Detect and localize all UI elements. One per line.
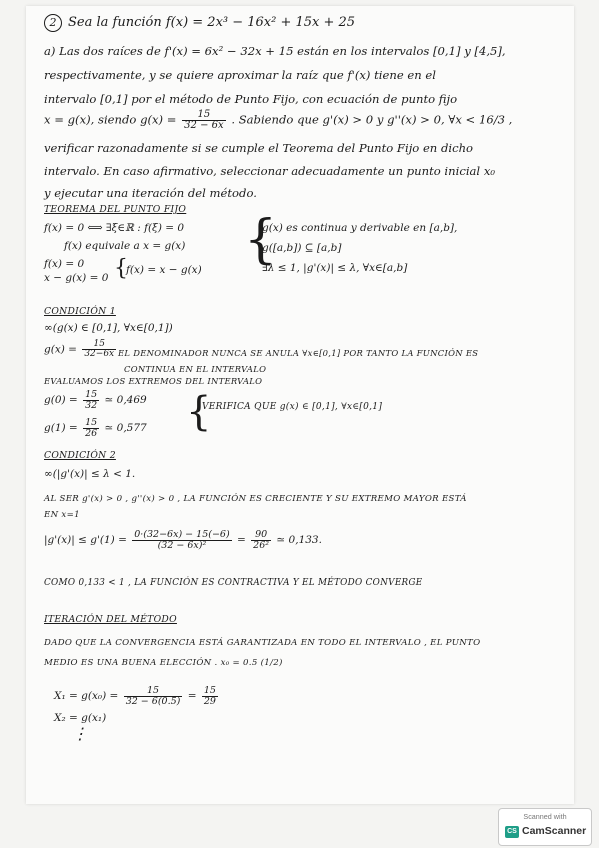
gx-numerator: 15 (182, 110, 225, 121)
iter-x1 (54, 686, 220, 706)
cond1-gx-fraction (82, 340, 116, 359)
problem-line-e: verificar razonadamente si se cumple el Teorema del Punto Fijo en dicho (44, 141, 474, 155)
cond1-brace: { (186, 389, 212, 435)
iter-x1-fraction (124, 686, 183, 706)
cond1-g0-fraction (83, 390, 99, 410)
problem-line-f: intervalo. En caso afirmativo, seleccionar adecuadamente un punto inicial x₀ (44, 164, 496, 178)
problem-line-a: a) Las dos raíces de f'(x) = 6x² − 32x + 15 están en los intervalos [0,1] y [4,5], (44, 44, 506, 58)
iter-x1-denominator-2: 29 (203, 695, 216, 707)
iter-line-1: DADO QUE LA CONVERGENCIA ESTÁ GARANTIZADA EN TODO EL INTERVALO , EL PUNTO (44, 638, 481, 648)
problem-line-g: y ejecutar una iteración del método. (44, 186, 257, 200)
cond1-g0 (44, 390, 147, 410)
iter-dots: ⋮ (72, 724, 88, 743)
cond1-heading: CONDICIÓN 1 (44, 306, 116, 317)
teorema-line-3: f(x) = 0 (44, 258, 85, 270)
problem-line-d (44, 110, 512, 131)
cond1-g1 (44, 418, 147, 438)
cond1-line-1: ∞(g(x) ∈ [0,1], ∀x∈[0,1]) (44, 322, 173, 334)
cond1-line-2: EL DENOMINADOR NUNCA SE ANULA ∀x∈[0,1] POR TANTO LA FUNCIÓN ES (118, 348, 479, 358)
cond2-eq-fraction (132, 530, 231, 550)
cond1-g1-post: ≃ 0,577 (104, 422, 147, 434)
cond1-verif: VERIFICA QUE g(x) ∈ [0,1], ∀x∈[0,1] (202, 402, 383, 412)
teorema-line-4: x − g(x) = 0 (44, 272, 109, 284)
cond1-g1-numerator: 15 (85, 417, 98, 428)
cond1-g0-numerator: 15 (85, 389, 98, 400)
iter-x1-fraction-2 (202, 686, 218, 706)
brace-small: { (114, 256, 128, 281)
camscanner-name: CamScanner (522, 825, 587, 837)
iter-x2: X₂ = g(x₁) (54, 712, 107, 724)
teorema-line-5: f(x) = x − g(x) (126, 264, 202, 276)
problem-statement-1: Sea la función f(x) = 2x³ − 16x² + 15x + 25 (68, 15, 356, 30)
cond2-eq-numerator: 0·(32−6x) − 15(−6) (134, 529, 230, 540)
problem-line-b: respectivamente, y se quiere aproximar la raíz que f'(x) tiene en el (44, 68, 436, 82)
iter-x1-numerator: 15 (124, 686, 183, 697)
gx-fraction (182, 110, 225, 131)
brace-large: { (244, 210, 278, 270)
cond1-gx-pre: g(x) = (44, 343, 77, 356)
cond2-equation (44, 530, 322, 550)
cond1-g1-denominator: 26 (85, 427, 98, 439)
iter-x1-numerator-2: 15 (203, 685, 216, 696)
cond2-eq-numerator-2: 90 (251, 530, 271, 541)
iter-line-2: MEDIO ES UNA BUENA ELECCIÓN . x₀ = 0.5 (1/2) (44, 658, 283, 668)
teorema-right-1: g(x) es continua y derivable en [a,b], (262, 222, 458, 234)
camscanner-logo-icon: CS (505, 826, 519, 838)
cond1-g1-pre: g(1) = (44, 422, 78, 434)
cond1-g0-denominator: 32 (85, 399, 98, 411)
gx-denominator: 32 − 6x (184, 120, 224, 131)
cond2-eq-fraction-2 (251, 530, 271, 550)
cond1-gx-denominator: 32−6x (84, 349, 115, 359)
iter-heading: ITERACIÓN DEL MÉTODO (44, 614, 177, 625)
iter-x1-pre: X₁ = g(x₀) = (54, 690, 119, 702)
problem-line-d-pre: x = g(x), siendo g(x) = (44, 112, 177, 127)
teorema-right-2: g([a,b]) ⊆ [a,b] (262, 242, 342, 254)
problem-line-c: intervalo [0,1] por el método de Punto Fijo, con ecuación de punto fijo (44, 92, 458, 106)
cond1-gx (44, 340, 118, 359)
teorema-line-1: f(x) = 0 ⟺ ∃ξ∈ℝ : f(ξ) = 0 (44, 222, 185, 234)
camscanner-watermark (498, 808, 592, 846)
iter-x1-eq: = (187, 690, 197, 702)
cond1-g0-post: ≃ 0,469 (104, 394, 147, 406)
cond1-line-3: CONTINUA EN EL INTERVALO (124, 364, 267, 374)
iter-x1-denominator: 32 − 6(0.5) (125, 695, 181, 707)
cond1-g0-pre: g(0) = (44, 394, 78, 406)
teorema-right-3: ∃λ ≤ 1, |g'(x)| ≤ λ, ∀x∈[a,b] (262, 262, 408, 274)
cond2-heading: CONDICIÓN 2 (44, 450, 116, 461)
cond1-gx-numerator: 15 (82, 340, 116, 350)
problem-line-d-post: . Sabiendo que g'(x) > 0 y g''(x) > 0, ∀x < 16/3 , (231, 112, 513, 127)
problem-title (44, 14, 355, 32)
camscanner-top-text: Scanned with (523, 812, 567, 821)
scanned-page (26, 6, 574, 804)
cond2-eq-post: ≃ 0,133. (276, 534, 322, 546)
cond1-g1-fraction (83, 418, 99, 438)
cond1-line-4: EVALUAMOS LOS EXTREMOS DEL INTERVALO (44, 376, 263, 386)
cond2-line-1: ∞(|g'(x)| ≤ λ < 1. (44, 468, 136, 480)
cond2-line-3: EN x=1 (44, 510, 80, 520)
cond2-eq-pre: |g'(x)| ≤ g'(1) = (44, 534, 127, 546)
cond2-eq-denominator-2: 26² (253, 539, 270, 551)
cond2-line-2: AL SER g'(x) > 0 , g''(x) > 0 , LA FUNCIÓN ES CRECIENTE Y SU EXTREMO MAYOR ESTÁ (44, 494, 467, 504)
teorema-line-2: f(x) equivale a x = g(x) (64, 240, 186, 252)
problem-number: 2 (44, 14, 62, 32)
cond2-eq-denominator: (32 − 6x)² (157, 539, 207, 551)
cond2-line-4: COMO 0,133 < 1 , LA FUNCIÓN ES CONTRACTIVA Y EL MÉTODO CONVERGE (44, 578, 423, 588)
teorema-heading: TEOREMA DEL PUNTO FIJO (44, 204, 187, 215)
cond2-eq-mid: = (237, 534, 246, 546)
